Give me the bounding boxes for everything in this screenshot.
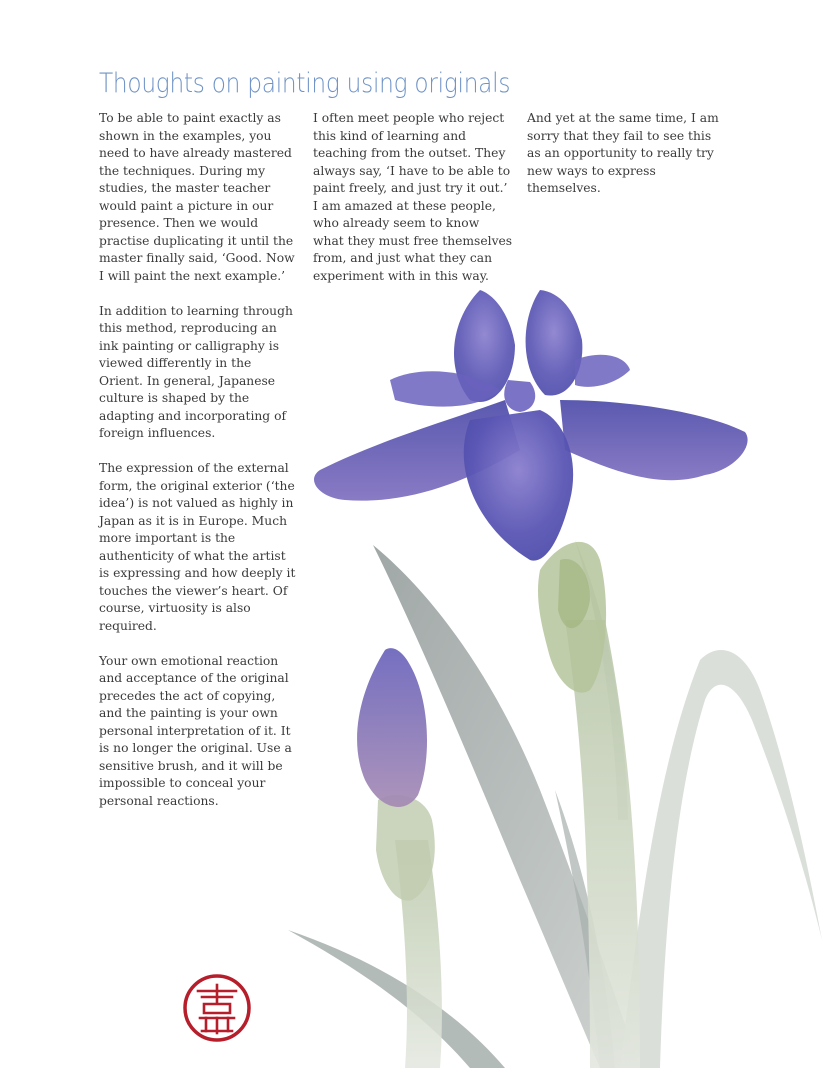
leaf-right <box>620 650 822 1068</box>
iris-main-flower <box>314 290 748 561</box>
column-2 <box>313 110 513 303</box>
leaf-lower <box>288 930 505 1068</box>
column-3 <box>527 110 727 215</box>
paragraph: And yet at the same time, I am sorry that they fail to see this as an opportunity to really try new ways to express themselves. <box>527 111 719 195</box>
column-1 <box>99 110 299 828</box>
red-seal-stamp <box>182 973 252 1043</box>
paragraph: Your own emotional reaction and acceptance of the original precedes the act of copying, and the painting is your own personal interpretation of it. It is no longer the original. Use a sensitive brush, and it will be impossible to conceal your personal reactions. <box>99 653 292 808</box>
paragraph: The expression of the external form, the original exterior (‘the idea’) is not valued as highly in Japan as it is in Europe. Much more important is the authenticity of what the artist is expressing and how deeply it touches the viewer’s heart. Of course, virtuosity is also required. <box>99 461 296 633</box>
article-title: Thoughts on painting using originals <box>99 68 511 99</box>
paragraph: I often meet people who reject this kind of learning and teaching from the outset. They always say, ‘I have to be able to paint freely, and just try it out.’ I am amazed at these people, who already seem to know what they must free themselves from, and just what they can experiment with in this way. <box>313 111 513 283</box>
paragraph: In addition to learning through this method, reproducing an ink painting or calligraphy is viewed differently in the Orient. In general, Japanese culture is shaped by the adapting and incorporating of foreign influences. <box>99 303 293 440</box>
paragraph: To be able to paint exactly as shown in the examples, you need to have already mastered the techniques. During my studies, the master teacher would paint a picture in our presence. Then we would practise duplicating it until the master finally said, ‘Good. Now I will paint the next example.’ <box>99 111 295 283</box>
iris-bud <box>357 648 427 807</box>
